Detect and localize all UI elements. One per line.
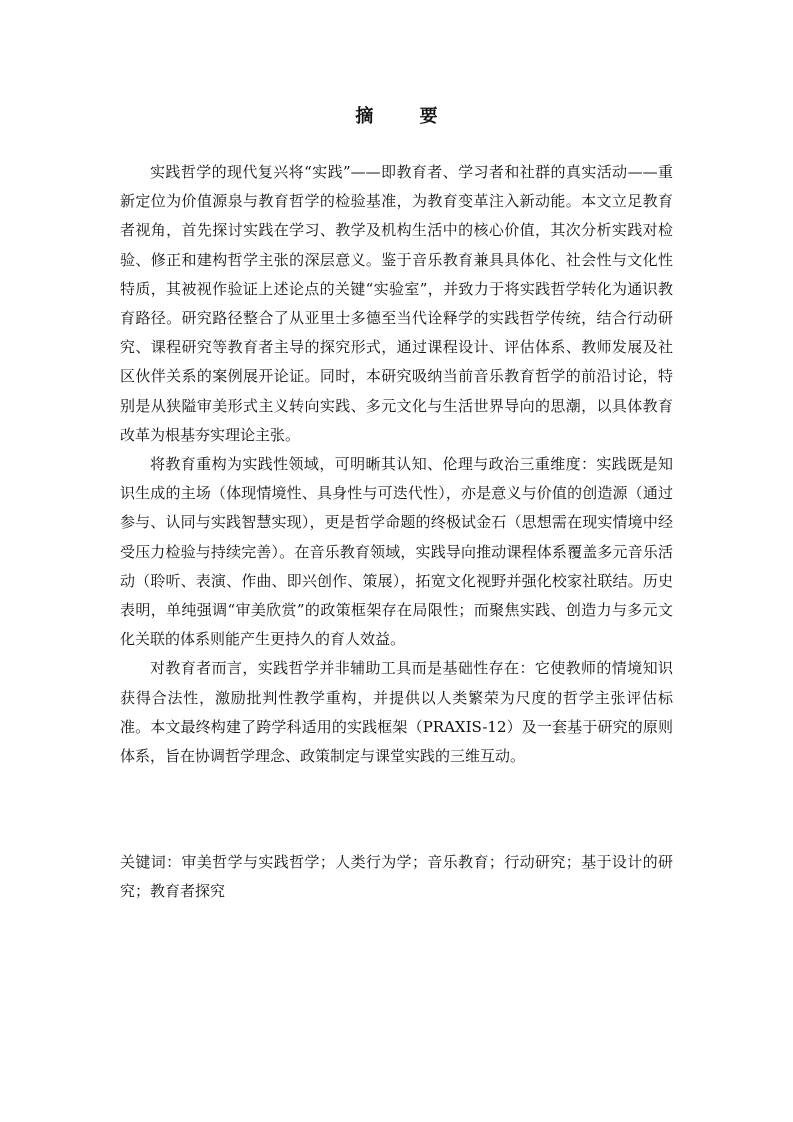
abstract-paragraph-2: 将教育重构为实践性领域，可明晰其认知、伦理与政治三重维度：实践既是知识生成的主场（体现情境性、具身性与可迭代性），亦是意义与价值的创造源（通过参与、认同与实践智慧实现），更是哲学命题的终极试金石（思想需在现实情境中经受压力检验与持续完善）。在音乐教育领域，实践导向推动课程体系覆盖多元音乐活动（聆听、表演、作曲、即兴创作、策展），拓宽文化视野并强化校家社联结。历史表明，单纯强调“审美欣赏”的政策框架存在局限性；而聚焦实践、创造力与多元文化关联的体系则能产生更持久的育人效益。 [120,455,673,649]
abstract-title: 摘 要 [355,106,458,127]
abstract-paragraph-3: 对教育者而言，实践哲学并非辅助工具而是基础性存在：它使教师的情境知识获得合法性，激励批判性教学重构，并提供以人类繁荣为尺度的哲学主张评估标准。本文最终构建了跨学科适用的实践框架（PRAXIS-12）及一套基于研究的原则体系，旨在协调哲学理念、政策制定与课堂实践的三维互动。 [120,659,673,766]
abstract-body [120,158,673,771]
abstract-paragraph-1: 实践哲学的现代复兴将“实践”——即教育者、学习者和社群的真实活动——重新定位为价值源泉与教育哲学的检验基准，为教育变革注入新动能。本文立足教育者视角，首先探讨实践在学习、教学及机构生活中的核心价值，其次分析实践对检验、修正和建构哲学主张的深层意义。鉴于音乐教育兼具具体化、社会性与文化性特质，其被视作验证上述论点的关键“实验室”，并致力于将实践哲学转化为通识教育路径。研究路径整合了从亚里士多德至当代诠释学的实践哲学传统，结合行动研究、课程研究等教育者主导的探究形式，通过课程设计、评估体系、教师发展及社区伙伴关系的案例展开论证。同时，本研究吸纳当前音乐教育哲学的前沿讨论，特别是从狭隘审美形式主义转向实践、多元文化与生活世界导向的思潮，以具体教育改革为根基夯实理论主张。 [120,163,673,444]
keywords-line: 关键词：审美哲学与实践哲学；人类行为学；音乐教育；行动研究；基于设计的研究；教育者探究 [120,853,673,900]
